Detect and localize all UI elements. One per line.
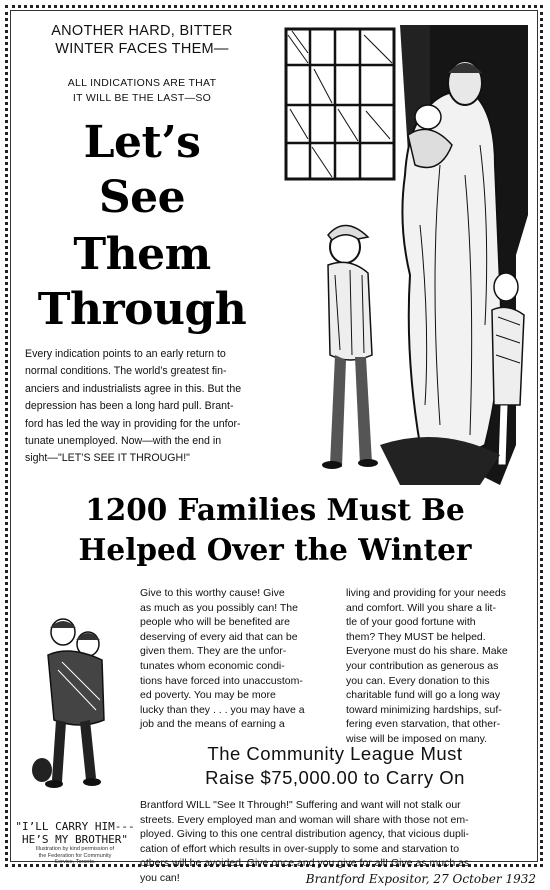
kicker-line: ANOTHER HARD, BITTER	[51, 23, 233, 39]
caption-line: HE’S MY BROTHER"	[22, 833, 128, 846]
caption-line: "I’LL CARRY HIM---	[15, 820, 135, 833]
col-line: them? They MUST be helped.	[346, 630, 486, 643]
col-line: fering even starvation, that other-	[346, 718, 501, 731]
headline-word: Through	[37, 284, 247, 335]
closing-line: ployed. Giving to this one central distribution agency, that vicious dupli-	[140, 828, 469, 841]
col-line: given them. They are the unfor-	[140, 645, 287, 658]
intro-line: tunate unemployed. Now—with the end in	[25, 435, 222, 448]
league-line: The Community League Must	[207, 743, 463, 764]
col-line: your contribution as generous as	[346, 659, 499, 672]
family-illustration	[280, 25, 528, 485]
illustration-credit	[14, 846, 136, 866]
headline-word: See	[98, 172, 186, 223]
credit-line: Service, Toronto.	[54, 859, 96, 865]
credit-line: Illustration by kind permission of	[35, 846, 115, 852]
col-line: tle of your good fortune with	[346, 616, 476, 629]
col-line: charitable fund will go a long way	[346, 689, 501, 702]
league-appeal	[150, 742, 520, 790]
closing-line: you can!	[140, 871, 180, 884]
col-line: Everyone must do his share. Make	[346, 645, 508, 658]
col-line: you can. Every donation to this	[346, 674, 490, 687]
intro-line: sight—"LET’S SEE IT THROUGH!"	[25, 452, 190, 465]
closing-line: cation of effort which results in over-supply to some and starvation to	[140, 842, 460, 855]
col-line: tions have forced into unaccustom-	[140, 674, 303, 687]
closing-line: Brantford WILL "See It Through!" Suffering and want will not stalk our	[140, 799, 461, 811]
league-line: Raise $75,000.00 to Carry On	[205, 767, 465, 788]
kicker-line: WINTER FACES THEM—	[55, 41, 229, 57]
big-headline: 1200 Families Must Be	[85, 492, 465, 527]
intro-line: ford has led the way in providing for the unfor-	[25, 417, 241, 430]
col-line: and comfort. Will you share a lit-	[346, 601, 496, 614]
col-line: deserving of every aid that can be	[140, 630, 298, 643]
brothers-illustration	[30, 610, 120, 810]
intro-line: anciers and industrialists agree in this. But the	[25, 382, 242, 395]
intro-line: Every indication points to an early return to	[25, 348, 226, 360]
col-line: ed poverty. You may be more	[140, 689, 276, 702]
big-headline: Helped Over the Winter	[78, 532, 472, 567]
intro-line: normal conditions. The world’s greatest fin-	[25, 365, 227, 378]
col-line: tunates whom economic condi-	[140, 659, 285, 672]
source-caption: Brantford Expositor, 27 October 1932	[305, 872, 536, 886]
credit-line: the Federation for Community	[38, 852, 112, 859]
col-line: as much as you possibly can! The	[140, 601, 298, 614]
col-line: living and providing for your needs	[346, 587, 506, 599]
col-line: people who will be benefited are	[140, 616, 291, 629]
kicker-sub	[22, 76, 262, 106]
col-line: Give to this worthy cause! Give	[140, 587, 285, 599]
col-line: toward minimizing hardships, suf-	[346, 703, 502, 716]
text-column-2	[346, 586, 536, 747]
closing-line: streets. Every employed man and woman will share with those not em-	[140, 813, 469, 826]
col-line: lucky than they . . . you may have a	[140, 703, 305, 716]
text-column-1	[140, 586, 330, 732]
kicker-sub-line: ALL INDICATIONS ARE THAT	[67, 77, 217, 89]
col-line: job and the means of earning a	[140, 718, 285, 731]
col-line: wise will be imposed on many.	[346, 732, 488, 745]
intro-paragraph	[25, 346, 275, 468]
headline-word: Let’s	[83, 117, 201, 168]
headline-word: Them	[73, 229, 211, 280]
illustration-caption	[14, 820, 136, 846]
closing-line: others will be avoided. Give once and you give for all! Give as much as	[140, 857, 470, 870]
intro-line: depression has been a long hard pull. Brant-	[25, 400, 234, 413]
kicker-sub-line: IT WILL BE THE LAST—SO	[72, 92, 212, 104]
kicker	[22, 22, 262, 58]
